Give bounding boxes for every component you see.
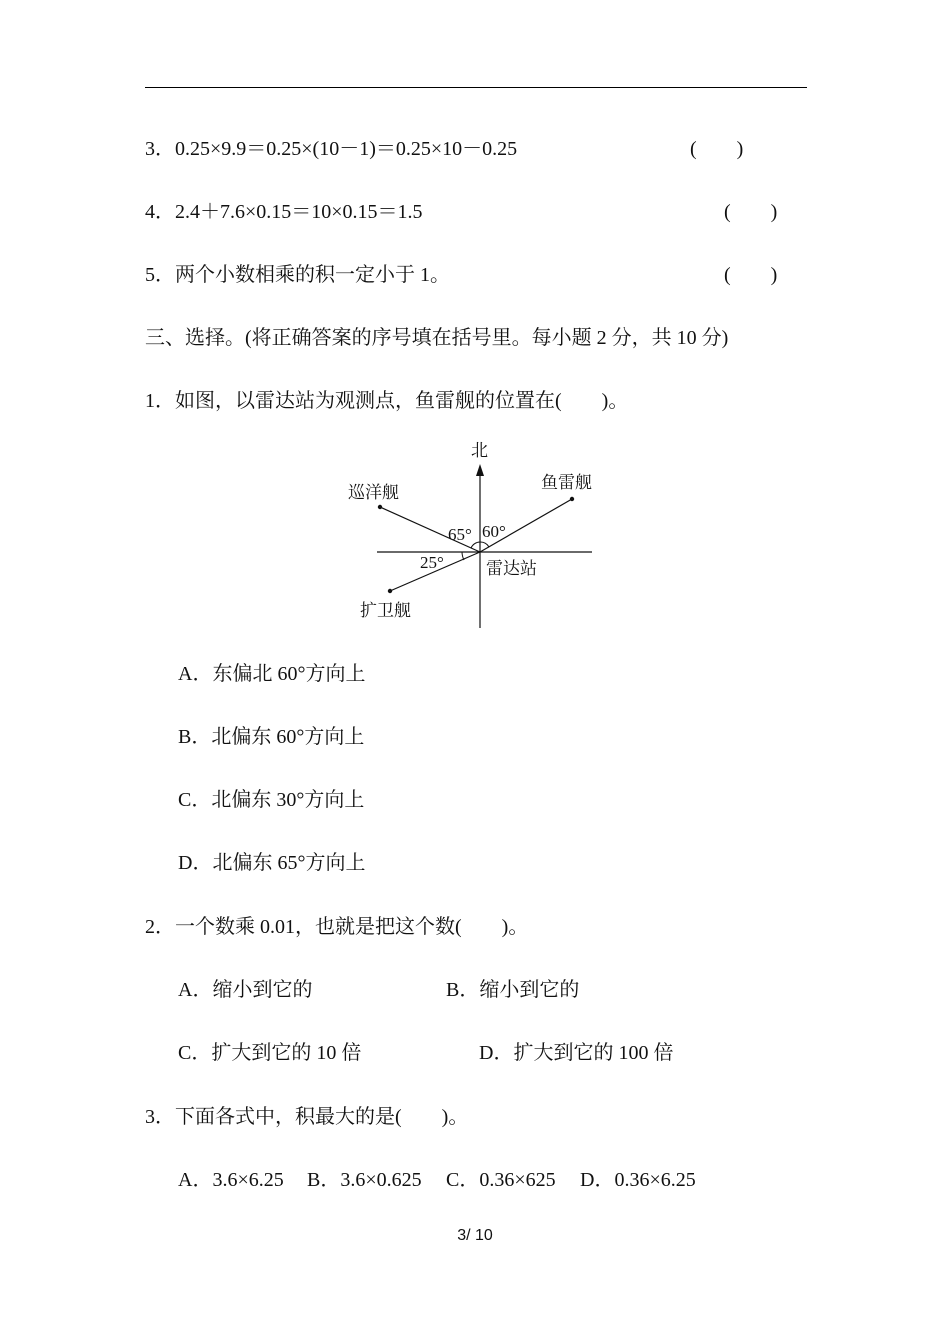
header-rule: [145, 87, 807, 88]
north-arrow-icon: [476, 464, 484, 476]
option-key: A．: [178, 663, 213, 685]
angle-arc-left: [471, 542, 480, 548]
angle-arc-low: [462, 552, 464, 560]
question-text: 下面各式中，积最大的是( )。: [175, 1106, 469, 1128]
option-text: 扩大到它的 10 倍: [211, 1042, 362, 1064]
option-key: D．: [178, 852, 213, 874]
label-escort: 扩卫舰: [360, 601, 411, 620]
label-north: 北: [471, 441, 488, 460]
judge-question-3: [145, 135, 517, 163]
option-a[interactable]: [178, 660, 365, 688]
question-number: 3．: [145, 1106, 175, 1128]
option-text: 东偏北 60°方向上: [212, 663, 366, 685]
judge-question-4: [145, 198, 423, 226]
question-text: 如图，以雷达站为观测点，鱼雷舰的位置在( )。: [175, 390, 629, 412]
page-number: 3/ 10: [457, 1227, 493, 1244]
choice-question-3: [145, 1103, 468, 1131]
answer-blank[interactable]: ( ): [724, 264, 778, 286]
question-number: 1．: [145, 390, 175, 412]
option-text: 北偏东 30°方向上: [211, 789, 365, 811]
label-radar-station: 雷达站: [486, 559, 537, 578]
label-angle-60: 60°: [482, 522, 506, 541]
option-b[interactable]: [178, 723, 364, 751]
question-number: 4．: [145, 201, 175, 223]
question-text: 一个数乘 0.01，也就是把这个数( )。: [175, 916, 529, 938]
answer-blank[interactable]: ( ): [690, 138, 744, 160]
question-text: 2.4＋7.6×0.15＝10×0.15＝1.5: [175, 201, 423, 223]
option-d[interactable]: [580, 1166, 696, 1194]
question-number: 5．: [145, 264, 175, 286]
point-escort: [388, 589, 392, 593]
option-c[interactable]: [178, 1039, 361, 1067]
option-d[interactable]: [178, 849, 365, 877]
option-key: A．: [178, 979, 213, 1001]
choice-question-2: [145, 913, 528, 941]
option-b[interactable]: [446, 976, 579, 1004]
label-angle-25: 25°: [420, 553, 444, 572]
option-a[interactable]: [178, 1166, 284, 1194]
label-cruiser: 巡洋舰: [348, 483, 399, 502]
option-key: C．: [178, 1042, 212, 1064]
question-text: 0.25×9.9＝0.25×(10－1)＝0.25×10－0.25: [175, 138, 518, 160]
option-key: B．: [178, 726, 212, 748]
option-key: D．: [479, 1042, 514, 1064]
option-key: A．: [178, 1169, 213, 1191]
direction-diagram: [340, 434, 610, 634]
option-c[interactable]: [446, 1166, 556, 1194]
label-angle-65: 65°: [448, 525, 472, 544]
label-torpedo-boat: 鱼雷舰: [541, 473, 592, 492]
option-key: B．: [307, 1169, 341, 1191]
question-text: 两个小数相乘的积一定小于 1。: [175, 264, 450, 286]
choice-question-1: [145, 387, 628, 415]
option-a[interactable]: [178, 976, 312, 1004]
option-c[interactable]: [178, 786, 364, 814]
judge-question-5: [145, 261, 450, 289]
option-b[interactable]: [307, 1166, 422, 1194]
option-text: 3.6×6.25: [212, 1169, 284, 1191]
option-key: B．: [446, 979, 480, 1001]
section-heading: 三、选择。(将正确答案的序号填在括号里。每小题 2 分，共 10 分): [145, 327, 729, 349]
option-key: C．: [178, 789, 212, 811]
point-cruiser: [378, 505, 382, 509]
option-text: 扩大到它的 100 倍: [513, 1042, 674, 1064]
option-text: 缩小到它的: [212, 979, 313, 1001]
option-d[interactable]: [479, 1039, 673, 1067]
option-text: 北偏东 65°方向上: [212, 852, 366, 874]
option-key: D．: [580, 1169, 615, 1191]
question-number: 3．: [145, 138, 175, 160]
option-text: 3.6×0.625: [340, 1169, 422, 1191]
answer-blank[interactable]: ( ): [724, 201, 778, 223]
option-text: 北偏东 60°方向上: [211, 726, 365, 748]
option-text: 0.36×6.25: [614, 1169, 696, 1191]
option-text: 缩小到它的: [479, 979, 580, 1001]
option-key: C．: [446, 1169, 480, 1191]
point-torpedo-boat: [570, 497, 574, 501]
angle-arc-right: [480, 542, 489, 547]
option-text: 0.36×625: [479, 1169, 556, 1191]
question-number: 2．: [145, 916, 175, 938]
